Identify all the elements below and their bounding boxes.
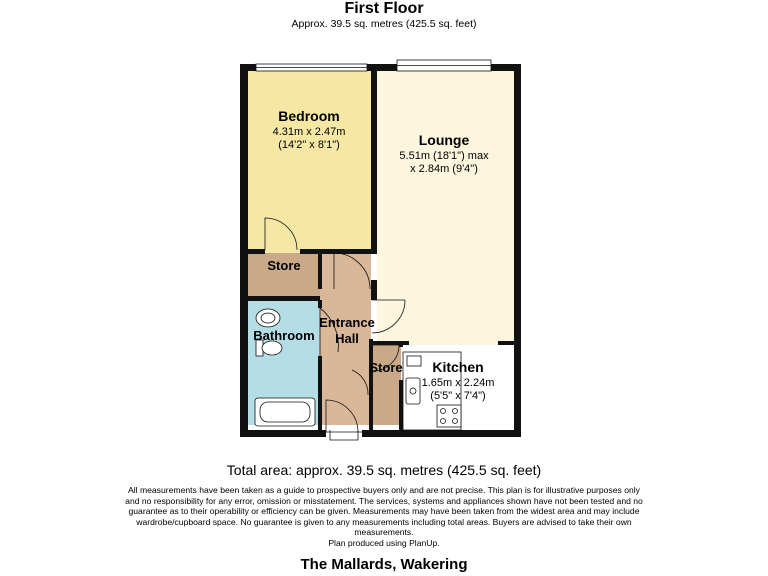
disclaimer-text: All measurements have been taken as a guide to prospective buyers only and are not precise. This plan is for illustrative purposes only and no responsibility for any error, omission or misstatement. The services, systems and appliances shown have not been tested and no guarantee as to their operability or efficiency can be given. Measurements may have been taken from the widest area and may include wardrobe/cupboard space. No guarantee is given to any measurements including total areas. Buyers are advised to take their own measurements.: [125, 485, 643, 537]
bedroom-area: [247, 70, 371, 253]
lounge-label: Lounge: [418, 132, 470, 148]
entrance-hall-label-2: Hall: [335, 331, 359, 346]
floor-title: First Floor: [344, 0, 424, 17]
store-lower-label: Store: [369, 360, 403, 375]
bedroom-label: Bedroom: [278, 108, 340, 124]
kitchen-dim-metric: 1.65m x 2.24m: [421, 377, 495, 389]
floor-area: Approx. 39.5 sq. metres (425.5 sq. feet): [291, 18, 477, 30]
disclaimer: [120, 485, 648, 548]
lounge-dim-metric: 5.51m (18'1") max: [399, 150, 489, 162]
total-area: Total area: approx. 39.5 sq. metres (425.5 sq. feet): [226, 462, 542, 478]
property-name: The Mallards, Wakering: [300, 556, 468, 573]
bath-tub: [255, 398, 315, 426]
store-upper-label: Store: [267, 258, 301, 273]
bedroom-dim-metric: 4.31m x 2.47m: [272, 126, 346, 138]
bathroom-label: Bathroom: [253, 328, 315, 343]
kitchen-label: Kitchen: [432, 359, 484, 375]
bedroom-dim-imperial: (14'2" x 8'1"): [278, 139, 340, 151]
entrance-hall-label-1: Entrance: [319, 315, 375, 330]
basin: [256, 309, 280, 327]
lounge-dim-imperial: x 2.84m (9'4"): [410, 163, 478, 175]
lounge-area: [377, 70, 514, 345]
planup-credit: Plan produced using PlanUp.: [328, 537, 440, 548]
kitchen-dim-imperial: (5'5" x 7'4"): [430, 390, 486, 402]
